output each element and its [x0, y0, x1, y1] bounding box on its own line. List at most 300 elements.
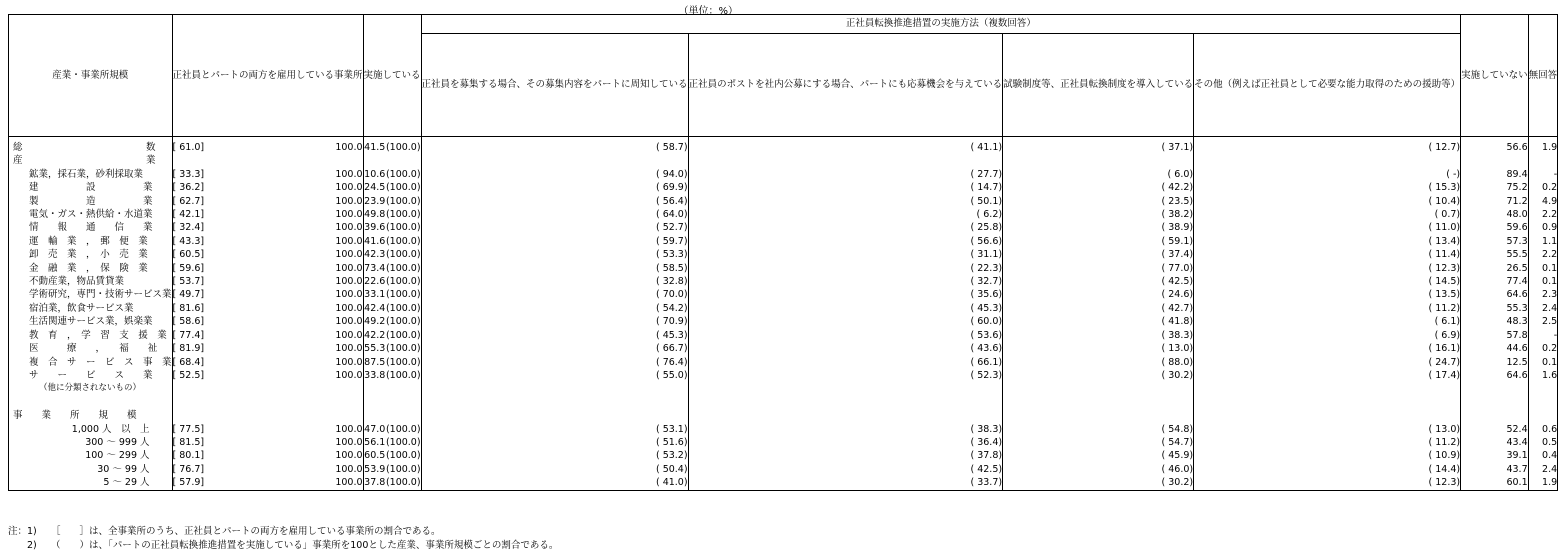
cell-c10: 1.9 [1528, 476, 1558, 490]
table-row [9, 302, 1558, 315]
table-row [9, 137, 1558, 155]
cell-c5: ( 56.4) [421, 195, 688, 208]
cell-c7: ( 38.3) [1003, 329, 1194, 342]
cell-c4 [385, 382, 421, 395]
cell-c7: ( 38.2) [1003, 208, 1194, 221]
cell-c10: 0.2 [1528, 181, 1558, 194]
cell-c3: 42.3 [364, 249, 386, 261]
table-row [9, 275, 1558, 288]
cell-c4: (100.0) [385, 302, 421, 314]
cell-c8: ( 6.9) [1194, 329, 1461, 342]
cell-c9 [1461, 396, 1529, 409]
col-method-3: 試験制度等、正社員転換制度を導入している [1003, 34, 1194, 137]
cell-c9: 77.4 [1461, 275, 1529, 288]
cell-c4: (100.0) [385, 463, 421, 475]
cell-c1: [ 33.3] [172, 168, 205, 180]
cell-c3: 73.4 [364, 262, 386, 274]
cell-c6 [688, 409, 1003, 422]
cell-c5: ( 53.3) [421, 248, 688, 261]
col-no-answer: 無回答 [1528, 15, 1558, 137]
table-row [9, 476, 1558, 490]
cell-c1: [ 36.2] [172, 182, 205, 194]
cell-c7: ( 30.2) [1003, 476, 1194, 490]
table-row [9, 409, 1558, 422]
cell-c3: 22.6 [364, 276, 386, 288]
cell-c8: ( 16.1) [1194, 342, 1461, 355]
cell-c2: 100.0 [265, 436, 363, 449]
cell-c2: 100.0 [265, 463, 363, 476]
cell-c8: ( 13.4) [1194, 235, 1461, 248]
cell-c1: [ 32.4] [172, 222, 205, 234]
row-label: 30 ～ 99 人 [9, 463, 173, 476]
cell-c5: ( 45.3) [421, 329, 688, 342]
table-row [9, 423, 1558, 436]
cell-c5: ( 69.9) [421, 181, 688, 194]
cell-c2: 100.0 [265, 262, 363, 275]
table-row [9, 463, 1558, 476]
cell-c5 [421, 409, 688, 422]
cell-c2 [265, 382, 363, 395]
cell-c8: ( 13.0) [1194, 423, 1461, 436]
row-label: 宿泊業，飲食サービス業 [9, 302, 173, 315]
cell-c3 [363, 382, 385, 395]
cell-c10: 4.9 [1528, 195, 1558, 208]
cell-c10: 1.6 [1528, 369, 1558, 382]
cell-c9 [1461, 382, 1529, 395]
footnote-1: 注：1) ［ ］は、全事業所のうち、正社員とパートの両方を雇用している事業所の割合である。 [8, 526, 441, 537]
cell-c7: ( 59.1) [1003, 235, 1194, 248]
table-row [9, 396, 1558, 409]
cell-c10: 2.2 [1528, 248, 1558, 261]
cell-c4: (100.0) [385, 235, 421, 247]
cell-c9: 48.0 [1461, 208, 1529, 221]
cell-c6: ( 53.6) [688, 329, 1003, 342]
cell-c2: 100.0 [265, 329, 363, 342]
cell-c3: 41.5 [364, 142, 386, 153]
col-not-implemented: 実施していない [1461, 15, 1529, 137]
cell-c9: 89.4 [1461, 168, 1529, 181]
cell-c4: (100.0) [385, 356, 421, 368]
cell-c3: 55.3 [364, 343, 386, 355]
row-label: 総 数 [9, 137, 173, 155]
cell-c1: [ 61.0] [172, 142, 205, 153]
cell-c9: 57.3 [1461, 235, 1529, 248]
cell-c2: 100.0 [265, 195, 363, 208]
cell-c2: 100.0 [265, 342, 363, 355]
cell-c5: ( 51.6) [421, 436, 688, 449]
cell-c7: ( 13.0) [1003, 342, 1194, 355]
row-label: 生活関連サービス業，娯楽業 [9, 315, 173, 328]
cell-c3 [363, 409, 385, 422]
cell-c8: ( 17.4) [1194, 369, 1461, 382]
cell-c1: [ 52.5] [172, 369, 205, 381]
table-body [9, 137, 1558, 491]
footnotes [8, 525, 558, 553]
cell-c4: (100.0) [385, 276, 421, 288]
row-label: 電気・ガス・熱供給・水道業 [9, 208, 173, 221]
cell-c3: 10.6 [364, 168, 386, 180]
cell-c10 [1528, 396, 1558, 409]
cell-c7: ( 77.0) [1003, 262, 1194, 275]
cell-c5: ( 70.0) [421, 288, 688, 301]
cell-c9: 52.4 [1461, 423, 1529, 436]
cell-c6: ( 33.7) [688, 476, 1003, 490]
cell-c6: ( 50.1) [688, 195, 1003, 208]
table-row [9, 168, 1558, 181]
cell-c10: - [1528, 329, 1558, 342]
cell-c5: ( 53.2) [421, 449, 688, 462]
cell-c4: (100.0) [385, 477, 421, 489]
data-table [8, 14, 1558, 491]
cell-c6: ( 41.1) [688, 137, 1003, 155]
cell-c6: ( 36.4) [688, 436, 1003, 449]
row-label: 5 ～ 29 人 [9, 476, 173, 490]
table-row [9, 436, 1558, 449]
col-method-4: その他（例えば正社員として必要な能力取得のための援助等） [1194, 34, 1461, 137]
table-row [9, 248, 1558, 261]
table-row [9, 221, 1558, 234]
cell-c5: ( 53.1) [421, 423, 688, 436]
cell-c3: 56.1 [364, 436, 386, 448]
cell-c1: [ 77.5] [172, 423, 205, 435]
cell-c9: 39.1 [1461, 449, 1529, 462]
cell-c4: (100.0) [385, 182, 421, 194]
cell-c6: ( 52.3) [688, 369, 1003, 382]
cell-c7: ( 23.5) [1003, 195, 1194, 208]
cell-c8: ( 11.2) [1194, 436, 1461, 449]
cell-c4: (100.0) [385, 195, 421, 207]
cell-c10 [1528, 409, 1558, 422]
cell-c8: ( 0.7) [1194, 208, 1461, 221]
cell-c7: ( 30.2) [1003, 369, 1194, 382]
cell-c10: 0.2 [1528, 342, 1558, 355]
cell-c8: ( 14.4) [1194, 463, 1461, 476]
row-label: 鉱業，採石業，砂利採取業 [9, 168, 173, 181]
cell-c8: ( 6.1) [1194, 315, 1461, 328]
cell-c4: (100.0) [385, 450, 421, 462]
cell-c4: (100.0) [385, 423, 421, 435]
cell-c7: ( 24.6) [1003, 288, 1194, 301]
row-label: 情 報 通 信 業 [9, 221, 173, 234]
cell-c6: ( 60.0) [688, 315, 1003, 328]
cell-c10: 0.1 [1528, 275, 1558, 288]
cell-c9: 71.2 [1461, 195, 1529, 208]
cell-c5: ( 58.5) [421, 262, 688, 275]
cell-c3: 42.4 [364, 302, 386, 314]
cell-c7 [1003, 409, 1194, 422]
cell-c5: ( 58.7) [421, 137, 688, 155]
cell-c2: 100.0 [265, 208, 363, 221]
row-label: 医 療 ， 福 祉 [9, 342, 173, 355]
cell-c2: 100.0 [265, 288, 363, 301]
cell-c8 [1194, 154, 1461, 167]
cell-c3: 23.9 [364, 195, 386, 207]
cell-c8: ( -) [1194, 168, 1461, 181]
cell-c1: [ 77.4] [172, 329, 205, 341]
cell-c4: (100.0) [385, 262, 421, 274]
row-label: 金 融 業 ， 保 険 業 [9, 262, 173, 275]
cell-c6: ( 45.3) [688, 302, 1003, 315]
cell-c2: 100.0 [265, 181, 363, 194]
cell-c3: 33.8 [364, 369, 386, 381]
cell-c2: 100.0 [265, 137, 363, 155]
cell-c7: ( 45.9) [1003, 449, 1194, 462]
cell-c6: ( 35.6) [688, 288, 1003, 301]
cell-c2 [265, 409, 363, 422]
cell-c2: 100.0 [265, 369, 363, 382]
table-row [9, 208, 1558, 221]
cell-c10: 0.6 [1528, 423, 1558, 436]
cell-c6: ( 14.7) [688, 181, 1003, 194]
col-implemented: 実施している [363, 15, 421, 137]
cell-c9: 64.6 [1461, 369, 1529, 382]
cell-c6: ( 25.8) [688, 221, 1003, 234]
cell-c9: 60.1 [1461, 476, 1529, 490]
table-row [9, 195, 1558, 208]
cell-c5: ( 66.7) [421, 342, 688, 355]
cell-c9: 57.8 [1461, 329, 1529, 342]
cell-c9 [1461, 409, 1529, 422]
table-row [9, 329, 1558, 342]
cell-c4: (100.0) [385, 436, 421, 448]
cell-c5: ( 94.0) [421, 168, 688, 181]
row-label: 100 ～ 299 人 [9, 449, 173, 462]
cell-c6: ( 27.7) [688, 168, 1003, 181]
row-label: 運 輸 業 ， 郵 便 業 [9, 235, 173, 248]
row-label: （他に分類されないもの） [9, 382, 173, 395]
col-method-1: 正社員を募集する場合、その募集内容をパートに周知している [421, 34, 688, 137]
cell-c2: 100.0 [265, 315, 363, 328]
cell-c6: ( 31.1) [688, 248, 1003, 261]
cell-c3: 37.8 [364, 477, 386, 489]
table-row [9, 369, 1558, 382]
cell-c3 [363, 396, 385, 409]
cell-c4 [385, 409, 421, 422]
cell-c5: ( 52.7) [421, 221, 688, 234]
cell-c8: ( 13.5) [1194, 288, 1461, 301]
table-row [9, 181, 1558, 194]
cell-c3: 41.6 [364, 235, 386, 247]
cell-c8: ( 12.7) [1194, 137, 1461, 155]
cell-c9: 44.6 [1461, 342, 1529, 355]
cell-c10: - [1528, 168, 1558, 181]
cell-c2: 100.0 [265, 248, 363, 261]
cell-c8 [1194, 409, 1461, 422]
row-label: 製 造 業 [9, 195, 173, 208]
cell-c5: ( 55.0) [421, 369, 688, 382]
cell-c2: 100.0 [265, 356, 363, 369]
cell-c4: (100.0) [385, 222, 421, 234]
row-label [9, 396, 173, 409]
cell-c9: 56.6 [1461, 137, 1529, 155]
cell-c7 [1003, 382, 1194, 395]
cell-c7 [1003, 396, 1194, 409]
cell-c4: (100.0) [385, 329, 421, 341]
cell-c10: 2.3 [1528, 288, 1558, 301]
cell-c3 [363, 154, 385, 167]
cell-c2: 100.0 [265, 423, 363, 436]
row-label: 300 ～ 999 人 [9, 436, 173, 449]
cell-c7: ( 37.4) [1003, 248, 1194, 261]
row-label: 事 業 所 規 模 [9, 409, 173, 422]
cell-c2: 100.0 [265, 449, 363, 462]
cell-c1: [ 76.7] [172, 463, 205, 475]
cell-c7: ( 42.7) [1003, 302, 1194, 315]
cell-c10: 2.5 [1528, 315, 1558, 328]
table-row [9, 154, 1558, 167]
cell-c1 [172, 409, 265, 422]
cell-c10: 0.9 [1528, 221, 1558, 234]
cell-c10: 2.2 [1528, 208, 1558, 221]
cell-c10: 1.9 [1528, 137, 1558, 155]
cell-c6 [688, 396, 1003, 409]
cell-c2: 100.0 [265, 275, 363, 288]
cell-c1 [172, 396, 265, 409]
cell-c1: [ 81.9] [172, 343, 205, 355]
cell-c7: ( 41.8) [1003, 315, 1194, 328]
cell-c8: ( 12.3) [1194, 262, 1461, 275]
cell-c5: ( 50.4) [421, 463, 688, 476]
cell-c3: 47.0 [364, 423, 386, 435]
cell-c3: 49.8 [364, 209, 386, 221]
cell-c1: [ 59.6] [172, 262, 205, 274]
cell-c3: 39.6 [364, 222, 386, 234]
cell-c6: ( 56.6) [688, 235, 1003, 248]
cell-c9: 64.6 [1461, 288, 1529, 301]
row-label: 建 設 業 [9, 181, 173, 194]
cell-c1: [ 81.6] [172, 302, 205, 314]
row-label: 産 業 [9, 154, 173, 167]
cell-c4: (100.0) [385, 168, 421, 180]
cell-c7: ( 42.5) [1003, 275, 1194, 288]
cell-c4: (100.0) [385, 209, 421, 221]
cell-c1: [ 53.7] [172, 276, 205, 288]
cell-c7: ( 6.0) [1003, 168, 1194, 181]
cell-c8 [1194, 382, 1461, 395]
cell-c3: 49.2 [364, 316, 386, 328]
cell-c1: [ 60.5] [172, 249, 205, 261]
cell-c9 [1461, 154, 1529, 167]
cell-c4: (100.0) [385, 249, 421, 261]
cell-c5 [421, 154, 688, 167]
cell-c8: ( 11.2) [1194, 302, 1461, 315]
cell-c4: (100.0) [385, 316, 421, 328]
cell-c5: ( 32.8) [421, 275, 688, 288]
cell-c1 [172, 154, 265, 167]
cell-c5: ( 54.2) [421, 302, 688, 315]
cell-c5 [421, 382, 688, 395]
row-label: 複 合 サ ー ビ ス 事 業 [9, 356, 173, 369]
cell-c7: ( 38.9) [1003, 221, 1194, 234]
cell-c6: ( 43.6) [688, 342, 1003, 355]
cell-c10: 0.5 [1528, 436, 1558, 449]
cell-c8: ( 11.0) [1194, 221, 1461, 234]
cell-c8: ( 14.5) [1194, 275, 1461, 288]
row-label: 不動産業，物品賃貸業 [9, 275, 173, 288]
cell-c6: ( 42.5) [688, 463, 1003, 476]
cell-c3: 24.5 [364, 182, 386, 194]
cell-c8 [1194, 396, 1461, 409]
cell-c9: 43.4 [1461, 436, 1529, 449]
cell-c10: 0.4 [1528, 449, 1558, 462]
cell-c2: 100.0 [265, 168, 363, 181]
cell-c3: 53.9 [364, 463, 386, 475]
cell-c6: ( 6.2) [688, 208, 1003, 221]
unit-label: （単位：%） [678, 6, 738, 17]
cell-c5: ( 41.0) [421, 476, 688, 490]
cell-c8: ( 11.4) [1194, 248, 1461, 261]
group-methods: 正社員転換推進措置の実施方法（複数回答） [421, 15, 1461, 34]
cell-c7: ( 46.0) [1003, 463, 1194, 476]
cell-c10 [1528, 154, 1558, 167]
cell-c6: ( 37.8) [688, 449, 1003, 462]
cell-c3: 33.1 [364, 289, 386, 301]
cell-c3: 42.2 [364, 329, 386, 341]
row-label: 1,000 人 以 上 [9, 423, 173, 436]
cell-c7: ( 88.0) [1003, 356, 1194, 369]
cell-c2: 100.0 [265, 476, 363, 490]
cell-c9: 55.5 [1461, 248, 1529, 261]
cell-c6: ( 38.3) [688, 423, 1003, 436]
row-header: 産業・事業所規模 [9, 15, 173, 137]
cell-c5: ( 59.7) [421, 235, 688, 248]
cell-c1: [ 81.5] [172, 436, 205, 448]
cell-c3: 87.5 [364, 356, 386, 368]
cell-c9: 55.3 [1461, 302, 1529, 315]
table-row [9, 235, 1558, 248]
cell-c7: ( 37.1) [1003, 137, 1194, 155]
cell-c1 [172, 382, 265, 395]
cell-c6: ( 32.7) [688, 275, 1003, 288]
cell-c8: ( 24.7) [1194, 356, 1461, 369]
cell-c1: [ 43.3] [172, 235, 205, 247]
table-row [9, 288, 1558, 301]
cell-c10 [1528, 382, 1558, 395]
cell-c6 [688, 154, 1003, 167]
cell-c1: [ 42.1] [172, 209, 205, 221]
row-label: 卸 売 業 ， 小 売 業 [9, 248, 173, 261]
cell-c1: [ 68.4] [172, 356, 205, 368]
cell-c9: 59.6 [1461, 221, 1529, 234]
cell-c8: ( 15.3) [1194, 181, 1461, 194]
cell-c8: ( 12.3) [1194, 476, 1461, 490]
cell-c7: ( 54.8) [1003, 423, 1194, 436]
cell-c10: 0.1 [1528, 262, 1558, 275]
cell-c2: 100.0 [265, 221, 363, 234]
table-row [9, 315, 1558, 328]
cell-c1: [ 57.9] [172, 476, 265, 490]
col-employ-both: 正社員とパートの両方を雇用している事業所 [172, 15, 363, 137]
row-label: 学術研究，専門・技術サービス業 [9, 288, 173, 301]
cell-c10: 2.4 [1528, 302, 1558, 315]
cell-c1: [ 80.1] [172, 450, 205, 462]
cell-c6 [688, 382, 1003, 395]
table-row [9, 342, 1558, 355]
table-row [9, 382, 1558, 395]
cell-c1: [ 58.6] [172, 316, 205, 328]
cell-c2 [265, 396, 363, 409]
cell-c9: 75.2 [1461, 181, 1529, 194]
cell-c1: [ 49.7] [172, 289, 205, 301]
cell-c4: (100.0) [385, 369, 421, 381]
cell-c9: 48.3 [1461, 315, 1529, 328]
table-row [9, 262, 1558, 275]
col-method-2: 正社員のポストを社内公募にする場合、パートにも応募機会を与えている [688, 34, 1003, 137]
cell-c1: [ 62.7] [172, 195, 205, 207]
table-row [9, 449, 1558, 462]
cell-c10: 0.1 [1528, 356, 1558, 369]
cell-c7: ( 42.2) [1003, 181, 1194, 194]
